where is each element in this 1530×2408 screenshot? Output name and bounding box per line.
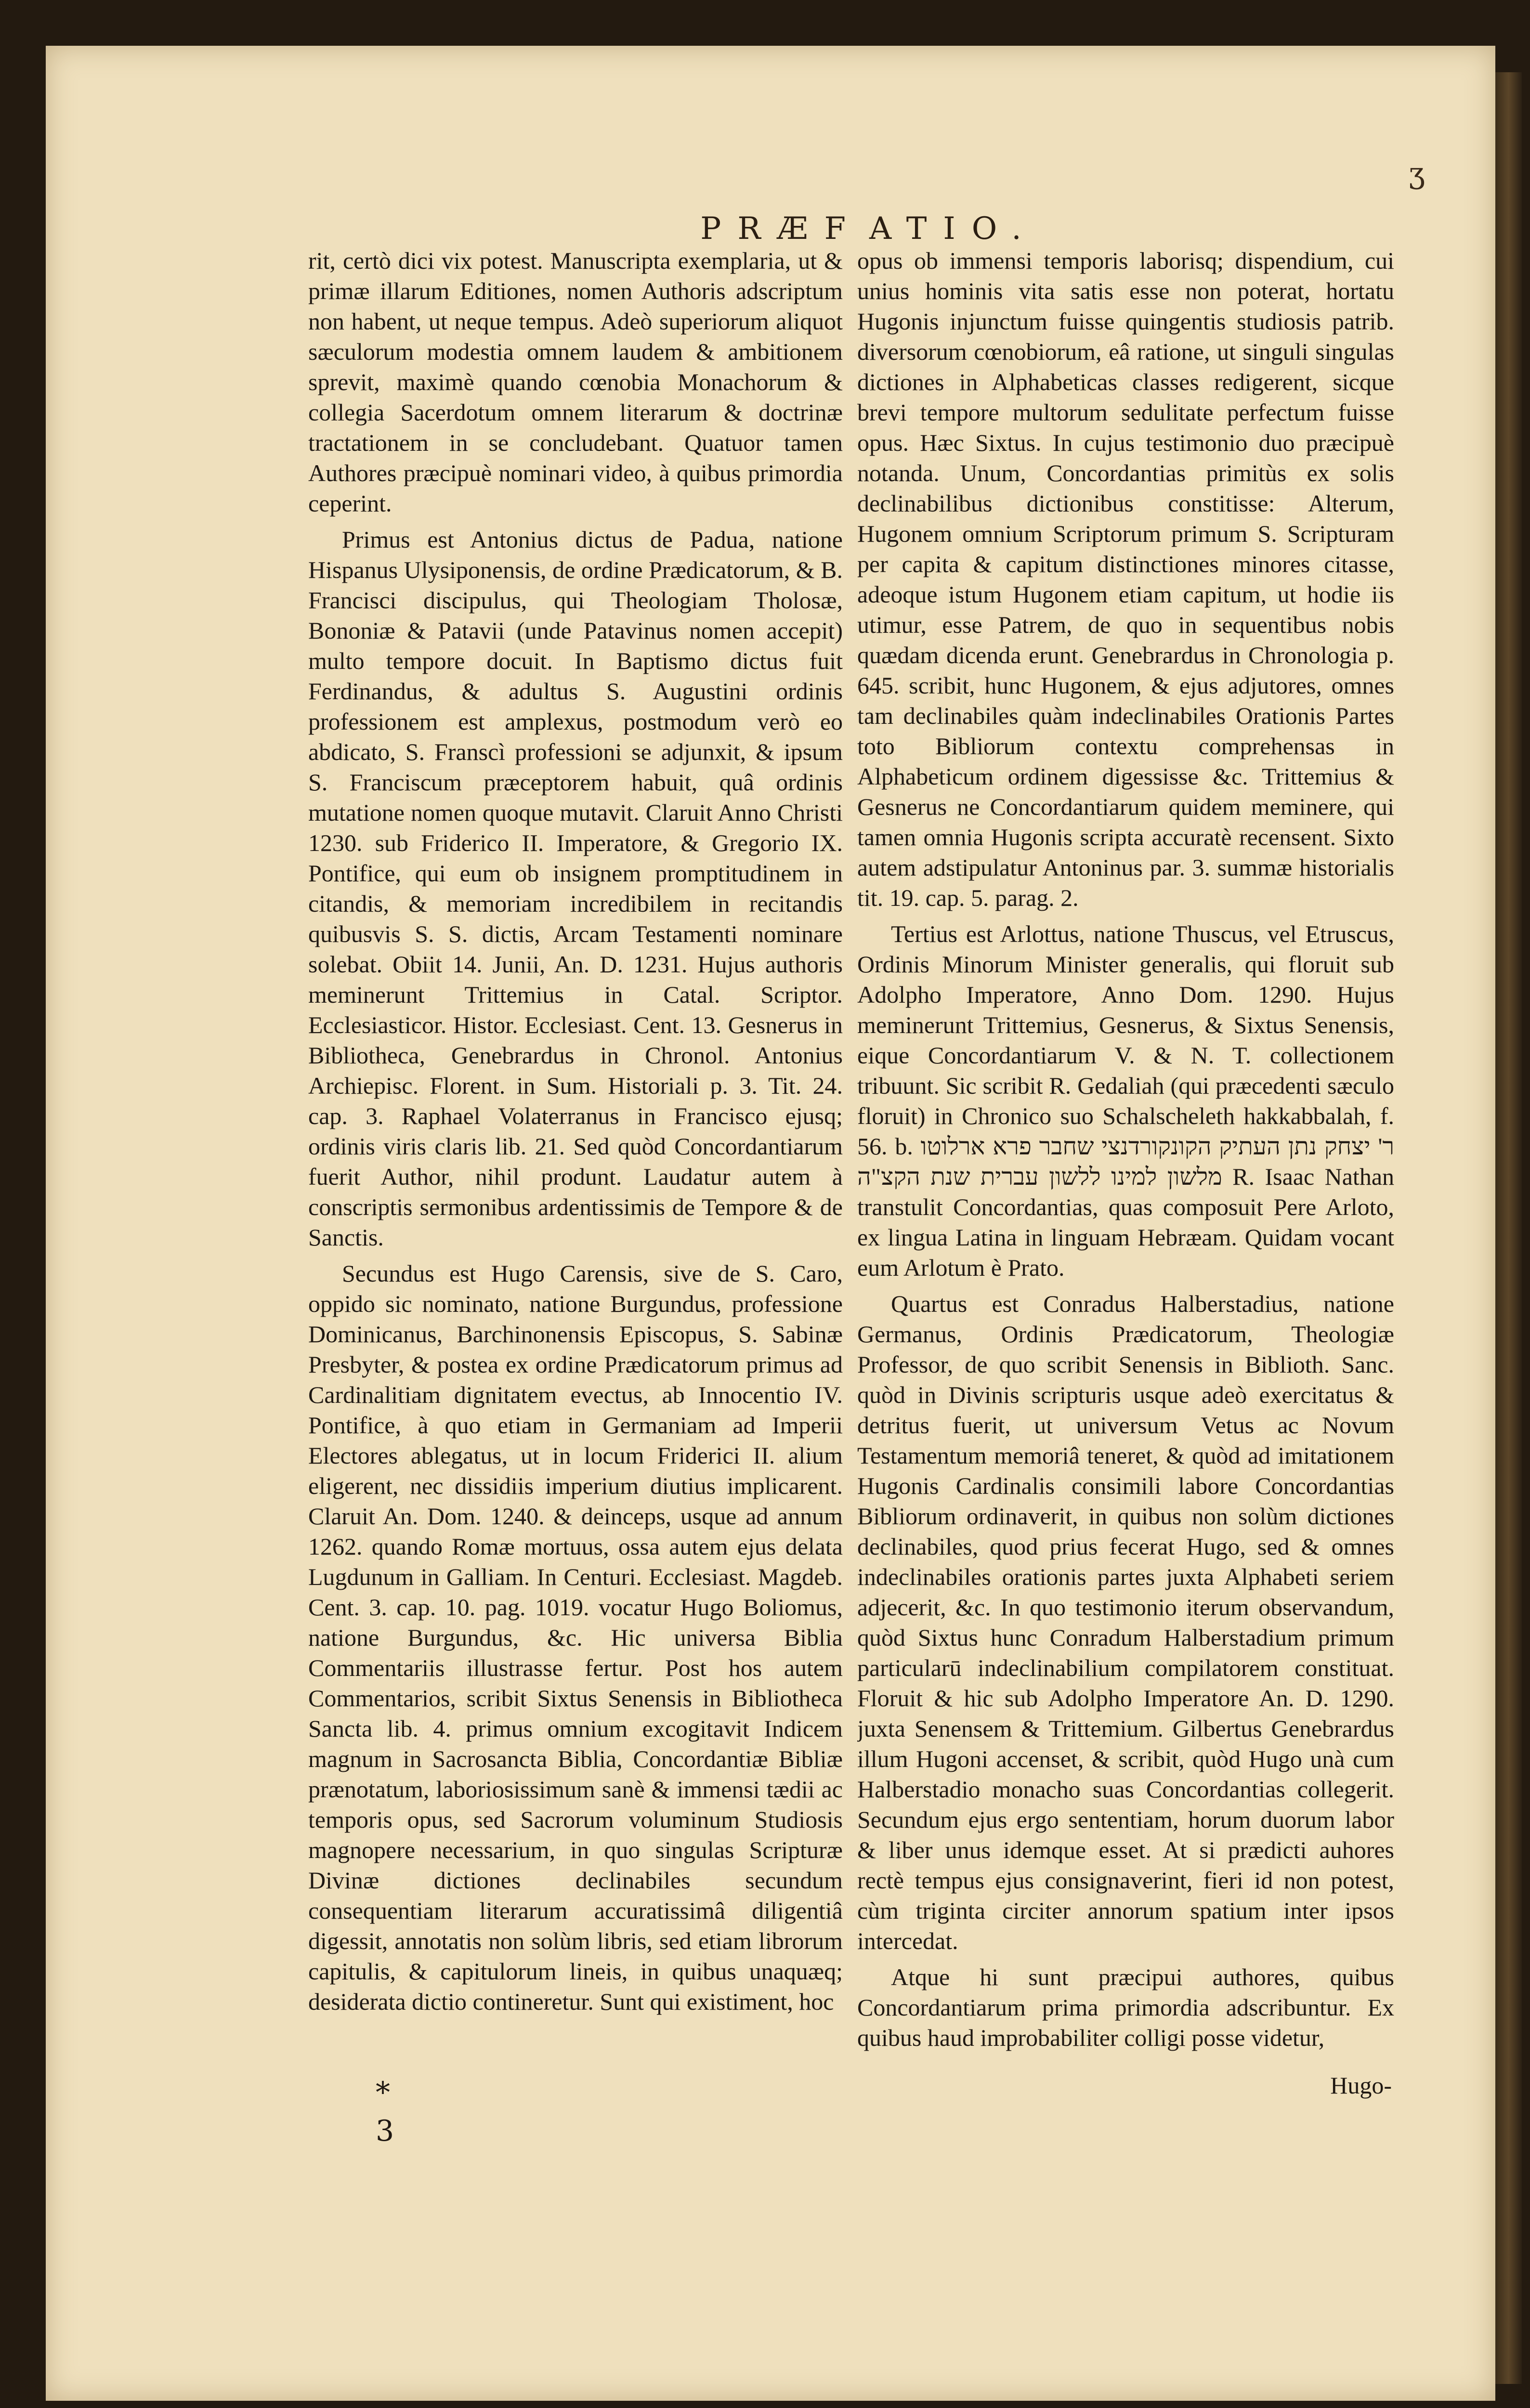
right-column bbox=[857, 246, 1394, 2105]
running-head-left: PRÆF bbox=[700, 211, 862, 247]
running-head-right: ATIO. bbox=[869, 211, 1038, 247]
corner-mark: ʒ bbox=[1409, 157, 1425, 190]
right-paragraph-1: opus ob immensi temporis laborisq; dispendium, cui unius hominis vita satis esse non poterat, hortatu Hugonis injunctum fuisse quingentis studiosis patrib. diversorum cœnobiorum, eâ ratione, ut singuli singulas dictiones in Alphabeticas classes redigerent, sicque brevi tempore multorum sedulitate perfectum fuisse opus. Hæc Sixtus. In cujus testimonio duo præcipuè notanda. Unum, Concordantias primitùs ex solis declinabilibus dictionibus constitisse: Alterum, Hugonem omnium Scriptorum primum S. Scripturam per capita & capitum distinctiones minores citasse, adeoque istum Hugonem etiam capitum, ut hodie iis utimur, esse Patrem, de quo in sequentibus nobis quædam dicenda erunt. Genebrardus in Chronologia p. 645. scribit, hunc Hugonem, & ejus adjutores, omnes tam declinabiles quàm indeclinabiles Orationis Partes toto Bibliorum contextu comprehensas in Alphabeticum ordinem digessisse &c. Trittemius & Gesnerus ne Concordantiarum quidem meminere, qui tamen omnia Hugonis scripta accuratè recensent. Sixto autem adstipulatur Antoninus par. 3. summæ historialis tit. 19. cap. 5. parag. 2. bbox=[857, 247, 1394, 911]
left-paragraph-3: Secundus est Hugo Carensis, sive de S. Caro, oppido sic nominato, natione Burgundus, professione Dominicanus, Barchinonensis Episcopus, S. Sabinæ Presbyter, & postea ex ordine Prædicatorum primus ad Cardinalitiam dignitatem evectus, ab Innocentio IV. Pontifice, à quo etiam in Germaniam ad Imperii Electores ablegatus, ut in locum Friderici II. alium eligerent, nec dissidiis imperium diutius implicarent. Claruit An. Dom. 1240. & deinceps, usque ad annum 1262. quando Romæ mortuus, ossa autem ejus delata Lugdunum in Galliam. In Centuri. Ecclesiast. Magdeb. Cent. 3. cap. 10. pag. 1019. vocatur Hugo Boliomus, natione Burgundus, &c. Hic universa Biblia Commentariis illustrasse fertur. Post hos autem Commentarios, scribit Sixtus Senensis in Bibliotheca Sancta lib. 4. primus omnium excogitavit Indicem magnum in Sacrosancta Biblia, Concordantiæ Bibliæ prænotatum, laboriosissimum sanè & immensi tædii ac temporis opus, sed Sacrorum voluminum Studiosis magnopere necessarium, in quo singulas Scripturæ Divinæ dictiones declinabiles secundum consequentiam literarum accuratissimâ diligentiâ digessit, annotatis non solùm libris, sed etiam librorum capitulis, & capitulorum lineis, in quibus unaquæq; desiderata dictio contineretur. Sunt qui existiment, hoc bbox=[308, 1260, 843, 2015]
right-paragraph-4: Atque hi sunt præcipui authores, quibus Concordantiarum prima primordia adscribuntur. Ex quibus haud improbabiliter colligi posse videtur, bbox=[857, 1963, 1394, 2051]
right-paragraph-3: Quartus est Conradus Halberstadius, natione Germanus, Ordinis Prædicatorum, Theologiæ Professor, de quo scribit Senensis in Biblioth. Sanc. quòd in Divinis scripturis usque adeò exercitatus & detritus fuerit, ut universum Vetus ac Novum Testamentum memoriâ teneret, & quòd ad imitationem Hugonis Cardinalis consimili labore Concordantias Bibliorum ordinaverit, in quibus non solùm dictiones declinabiles, quod prius fecerat Hugo, sed & omnes indeclinabiles orationis partes juxta Alphabeti seriem adjecerit, &c. In quo testimonio iterum observandum, quòd Sixtus hunc Conradum Halberstadium primum particularū indeclinabilium compilatorem constituat. Floruit & hic sub Adolpho Imperatore An. D. 1290. juxta Senensem & Trittemium. Gilbertus Genebrardus illum Hugoni accenset, & scribit, quòd Hugo unà cum Halberstadio monacho suas Concordantias collegerit. Secundum ejus ergo sententiam, horum duorum labor & liber unus idemque esset. At si prædicti auhores rectè tempus ejus consignaverint, fieri id non potest, cùm triginta circiter annorum spatium inter ipsos intercedat. bbox=[857, 1290, 1394, 1954]
catchword: Hugo- bbox=[1330, 2072, 1392, 2099]
left-paragraph-2: Primus est Antonius dictus de Padua, natione Hispanus Ulysiponensis, de ordine Prædicatorum, & B. Francisci discipulus, qui Theologiam Tholosæ, Bononiæ & Patavii (unde Patavinus nomen accepit) multo tempore docuit. In Baptismo dictus fuit Ferdinandus, & adultus S. Augustini ordinis professionem est amplexus, postmodum verò eo abdicato, S. Franscì professioni se adjunxit, & ipsum S. Franciscum præceptorem habuit, quâ ordinis mutatione nomen quoque mutavit. Claruit Anno Christi 1230. sub Friderico II. Imperatore, & Gregorio IX. Pontifice, qui eum ob insignem promptitudinem in citandis, & memoriam incredibilem in recitandis quibusvis S. S. dictis, Arcam Testamenti nominare solebat. Obiit 14. Junii, An. D. 1231. Hujus authoris meminerunt Trittemius in Catal. Scriptor. Ecclesiasticor. Histor. Ecclesiast. Cent. 13. Gesnerus in Bibliotheca, Genebrardus in Chronol. Antonius Archiepisc. Florent. in Sum. Historiali p. 3. Tit. 24. cap. 3. Raphael Volaterranus in Francisco ejusq; ordinis viris claris lib. 21. Sed quòd Concordantiarum fuerit Author, nihil produnt. Laudatur autem à conscriptis sermonibus ardentissimis de Tempore & de Sanctis. bbox=[308, 526, 843, 1251]
right-paragraph-2: Tertius est Arlottus, natione Thuscus, vel Etruscus, Ordinis Minorum Minister generalis, qui floruit sub Adolpho Imperatore, Anno Dom. 1290. Hujus meminerunt Trittemius, Gesnerus, & Sixtus Senensis, eique Concordantiarum V. & N. T. collectionem tribuunt. Sic scribit R. Gedaliah (qui præcedenti sæculo floruit) in Chronico suo Schalscheleth hakkabbalah, f. 56. b. ר' יצחק נתן העתיק הקונקורדנצי שחבר פרא ארלוטו מלשון למינו ללשון עברית שנת הקצ"ה R. Isaac Nathan transtulit Concordantias, quas composuit Pere Arloto, ex lingua Latina in linguam Hebræam. Quidam vocant eum Arlotum è Prato. bbox=[857, 920, 1394, 1281]
left-column bbox=[308, 246, 843, 2105]
signature-mark: * 3 bbox=[376, 2076, 394, 2148]
facing-page-edge bbox=[1495, 72, 1522, 2384]
left-paragraph-1: rit, certò dici vix potest. Manuscripta exemplaria, ut & primæ illarum Editiones, nomen Authoris adscriptum non habent, ut neque tempus. Adeò superiorum aliquot sæculorum modestia omnem laudem & ambitionem sprevit, maximè quando cœnobia Monachorum & collegia Sacerdotum omnem literarum & doctrinæ tractationem in se concludebant. Quatuor tamen Authores præcipuè nominari video, à quibus primordia ceperint. bbox=[308, 247, 843, 517]
